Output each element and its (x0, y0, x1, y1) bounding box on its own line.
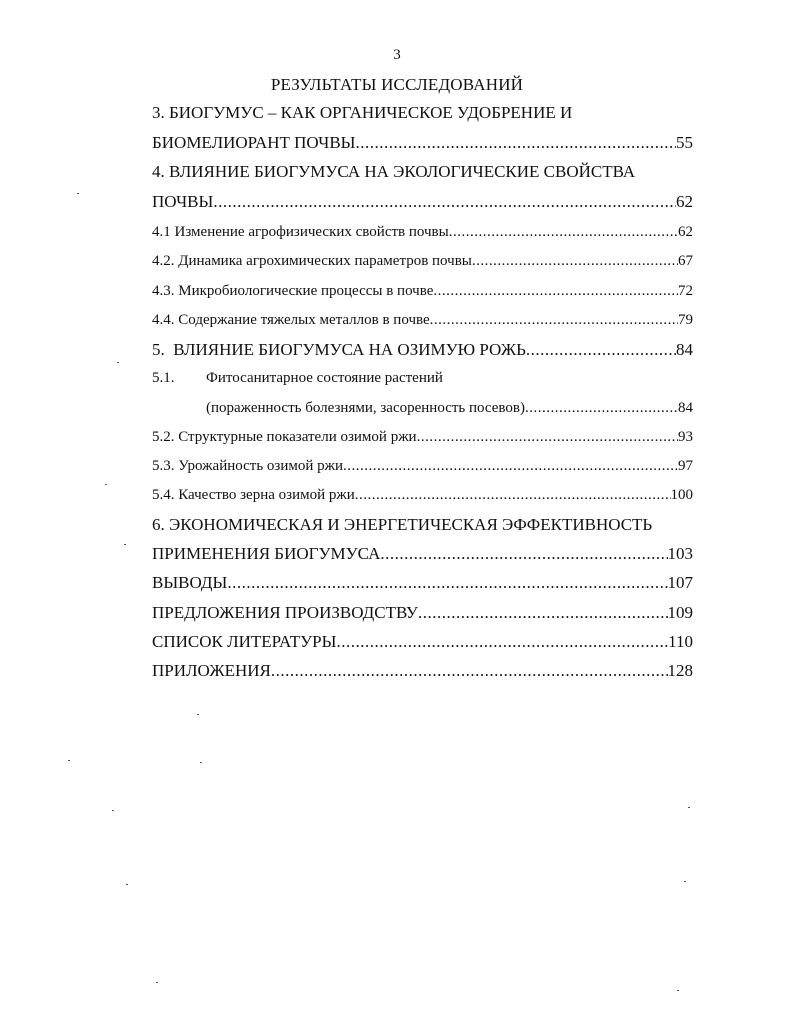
toc-entry-label: ПРЕДЛОЖЕНИЯ ПРОИЗВОДСТВУ (152, 603, 418, 622)
toc-entry-number: 5.1. (152, 370, 175, 386)
toc-entry-5-3 (152, 458, 693, 475)
toc-entry-label: 3. БИОГУМУС – КАК ОРГАНИЧЕСКОЕ УДОБРЕНИЕ И (152, 103, 573, 122)
toc-entry-label: 4.4. Содержание тяжелых металлов в почве (152, 312, 430, 328)
toc-entry-label: ПОЧВЫ (152, 192, 214, 211)
toc-entry-5-2 (152, 429, 693, 446)
scan-speck (684, 881, 686, 882)
toc-entry-proposals (152, 603, 693, 623)
toc-entry-label: Фитосанитарное состояние растений (206, 370, 443, 386)
toc-entry-conclusions (152, 573, 693, 593)
toc-entry-ch5 (152, 340, 693, 360)
toc-entry-label: 5.2. Структурные показатели озимой ржи (152, 429, 417, 445)
dot-leader (343, 458, 678, 475)
toc-entry-ch3 (152, 133, 693, 153)
toc-entry-4-4 (152, 312, 693, 329)
dot-leader (449, 224, 678, 241)
toc-entry-page: 100 (670, 487, 693, 503)
toc-entry-page: 84 (676, 340, 693, 359)
toc-entry-label: 6. ЭКОНОМИЧЕСКАЯ И ЭНЕРГЕТИЧЕСКАЯ ЭФФЕКТИВНОСТЬ (152, 515, 653, 534)
toc-entry-4-2 (152, 253, 693, 270)
toc-entry-page: 97 (678, 458, 693, 474)
section-heading: РЕЗУЛЬТАТЫ ИССЛЕДОВАНИЙ (270, 75, 524, 94)
dot-leader (433, 283, 678, 300)
scan-speck (688, 807, 690, 808)
dot-leader (417, 429, 678, 446)
toc-entry-label: 4.2. Динамика агрохимических параметров почвы (152, 253, 472, 269)
page-number: 3 (393, 47, 401, 63)
scan-speck (112, 810, 114, 811)
scan-speck (117, 362, 119, 363)
toc-entry-page: 107 (667, 573, 693, 592)
dot-leader (430, 312, 678, 329)
dot-leader (355, 487, 671, 504)
dot-leader (356, 133, 677, 153)
toc-entry-page: 62 (676, 192, 693, 211)
dot-leader (472, 253, 678, 270)
scan-speck (124, 544, 126, 545)
toc-entry-4-1 (152, 224, 693, 241)
toc-entry-label: БИОМЕЛИОРАНТ ПОЧВЫ (152, 133, 356, 152)
dot-leader (418, 603, 668, 623)
dot-leader (213, 192, 676, 212)
scan-speck (677, 990, 679, 991)
toc-entry-page: 110 (668, 632, 693, 651)
dot-leader (525, 400, 678, 417)
scan-speck (197, 714, 199, 715)
toc-entry-label: 5.4. Качество зерна озимой ржи (152, 487, 355, 503)
scan-speck (68, 760, 70, 761)
dot-leader (271, 661, 668, 681)
toc-entry-page: 93 (678, 429, 693, 445)
toc-entry-ch4 (152, 192, 693, 212)
toc-entry-page: 84 (678, 400, 693, 416)
scan-speck (105, 484, 107, 485)
toc-entry-page: 79 (678, 312, 693, 328)
toc-entry-page: 103 (667, 544, 693, 563)
toc-entry-label: ПРИМЕНЕНИЯ БИОГУМУСА (152, 544, 381, 563)
toc-entry-label: (пораженность болезнями, засоренность посевов) (206, 400, 525, 416)
toc-entry-5-1-title (152, 370, 693, 387)
toc-entry-label: 4.1 Изменение агрофизических свойств почвы (152, 224, 449, 240)
toc-entry-label: ПРИЛОЖЕНИЯ (152, 661, 271, 680)
dot-leader (380, 544, 667, 564)
toc-entry-page: 62 (678, 224, 693, 240)
toc-entry-appendices (152, 661, 693, 681)
scan-speck (77, 193, 79, 194)
dot-leader (227, 573, 667, 593)
toc-entry-ch6 (152, 544, 693, 564)
toc-entry-page: 55 (676, 133, 693, 152)
toc-entry-5-1 (152, 400, 693, 417)
toc-entry-label: СПИСОК ЛИТЕРАТУРЫ (152, 632, 337, 651)
toc-entry-label: ВЫВОДЫ (152, 573, 228, 592)
toc-entry-page: 128 (667, 661, 693, 680)
toc-entry-label: 4.3. Микробиологические процессы в почве (152, 283, 434, 299)
toc-entry-label: 5.3. Урожайность озимой ржи (152, 458, 344, 474)
scan-speck (200, 762, 202, 763)
toc-entry-references (152, 632, 693, 652)
scan-speck (156, 982, 158, 983)
dot-leader (336, 632, 668, 652)
toc-entry-label: 5. ВЛИЯНИЕ БИОГУМУСА НА ОЗИМУЮ РОЖЬ (152, 340, 526, 359)
toc-entry-page: 67 (678, 253, 693, 269)
scan-speck (126, 884, 128, 885)
toc-entry-4-3 (152, 283, 693, 300)
toc-entry-label: 4. ВЛИЯНИЕ БИОГУМУСА НА ЭКОЛОГИЧЕСКИЕ СВОЙСТВА (152, 162, 636, 181)
dot-leader (526, 340, 676, 360)
toc-entry-ch6-title (152, 515, 693, 535)
toc-entry-page: 72 (678, 283, 693, 299)
toc-entry-5-4 (152, 487, 693, 504)
toc-entry-ch3-title (152, 103, 693, 123)
toc-entry-ch4-title (152, 162, 693, 182)
toc-entry-page: 109 (667, 603, 693, 622)
